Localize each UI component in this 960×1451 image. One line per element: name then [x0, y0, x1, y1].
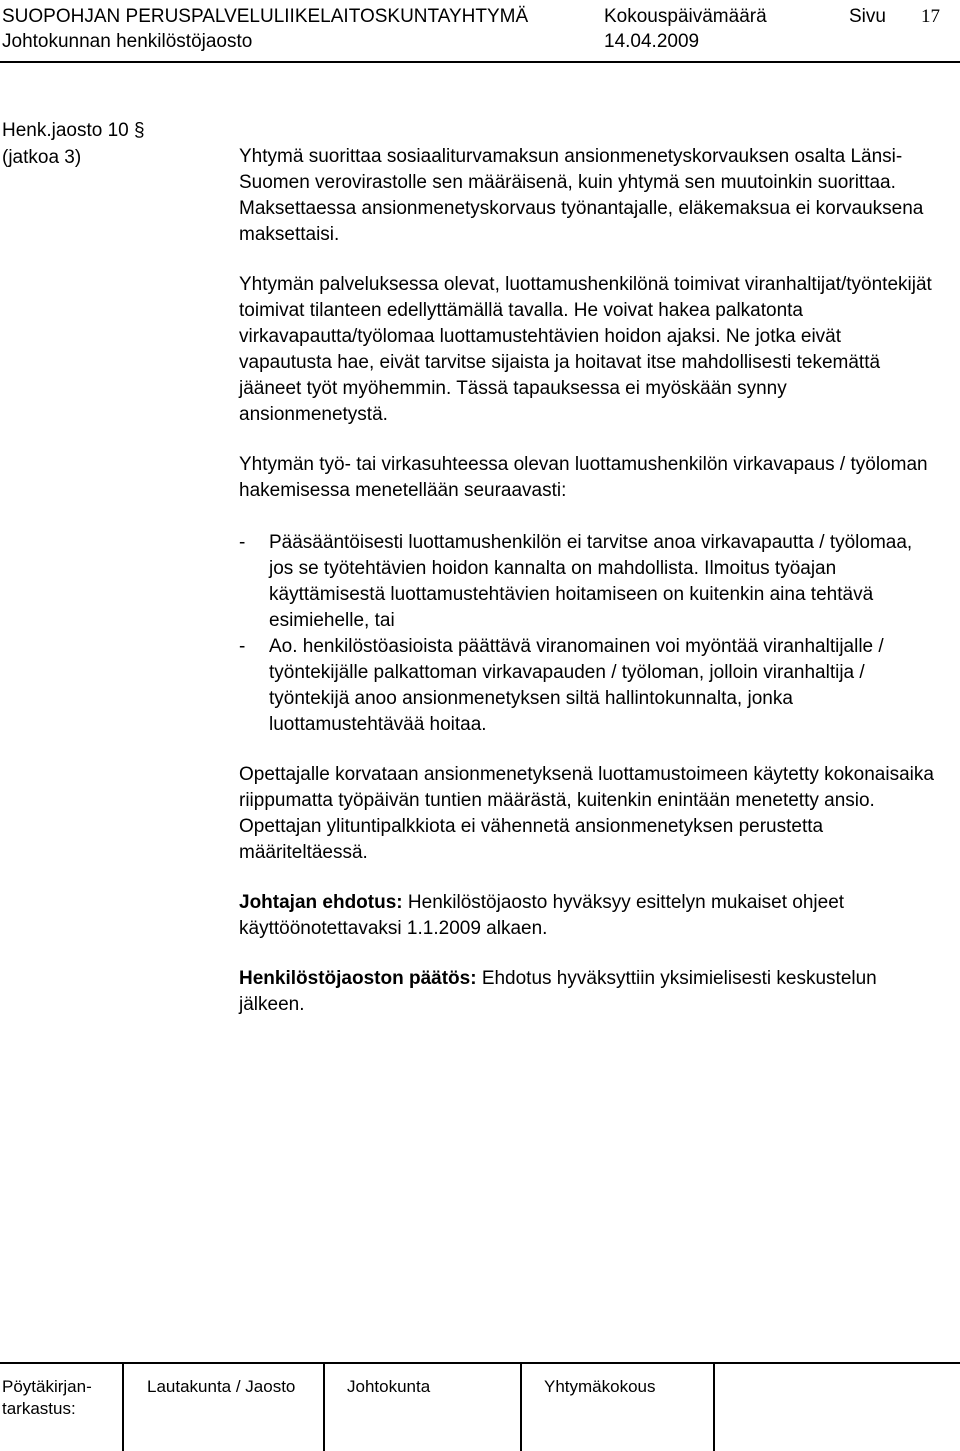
- footer-separator: [323, 1364, 325, 1451]
- section-number: Henk.jaosto 10 §: [2, 120, 145, 141]
- header-divider: [0, 61, 960, 63]
- list-item: [239, 530, 939, 634]
- document-body: [239, 144, 939, 1018]
- list-dash: -: [239, 636, 246, 657]
- decision-paragraph: [239, 966, 939, 1018]
- meeting-date: 14.04.2009: [604, 31, 700, 52]
- footer-divider: [0, 1362, 960, 1364]
- paragraph-social-security: Yhtymä suorittaa sosiaaliturvamaksun ansionmenetyskorvauksen osalta Länsi-Suomen verovirastolle sen määräisenä, kuin yhtymä sen muutoinkin suorittaa. Maksettaessa ansionmenetyskorvaus työnantajalle, eläkemaksua ei korvauksena maksettaisi.: [239, 146, 924, 245]
- footer-review-label: [2, 1376, 92, 1420]
- footer-separator: [520, 1364, 522, 1451]
- decision-label: Henkilöstöjaoston päätös:: [239, 968, 477, 989]
- footer-review-label-line2: tarkastus:: [2, 1399, 76, 1418]
- page-number: 17: [921, 6, 940, 27]
- list-item-text: Ao. henkilöstöasioista päättävä viranomainen voi myöntää viranhaltijalle / työntekijälle palkattoman virkavapauden / työloman, jolloin viranhaltija / työntekijä anoo ansionmenetyksen siltä hallintokunnalta, jonka luottamustehtävää hoitaa.: [269, 636, 884, 735]
- list-dash: -: [239, 532, 246, 553]
- footer-board: Johtokunta: [347, 1377, 431, 1396]
- paragraph-procedure-intro: Yhtymän työ- tai virkasuhteessa olevan luottamushenkilön virkavapaus / työloman hakemisessa menetellään seuraavasti:: [239, 454, 928, 501]
- footer-committee: Lautakunta / Jaosto: [147, 1377, 296, 1396]
- proposal-paragraph: [239, 890, 939, 942]
- procedure-list: [239, 530, 939, 738]
- proposal-text: Henkilöstöjaosto hyväksyy esittelyn mukaiset ohjeet käyttöönotettavaksi 1.1.2009 alkaen.: [239, 892, 845, 939]
- paragraph-employees: Yhtymän palveluksessa olevat, luottamushenkilönä toimivat viranhaltijat/työntekijät toimivat tilanteen edellyttämällä tavalla. He voivat hakea palkatonta virkavapautta/työlomaa luottamustehtävien hoidon ajaksi. Ne jotka eivät vapautusta hae, eivät tarvitse sijaista ja hoitavat itse mahdollisesti tekemättä jääneet työt myöhemmin. Tässä tapauksessa ei myöskään synny ansionmenetystä.: [239, 274, 932, 425]
- section-continuation: (jatkoa 3): [2, 147, 82, 168]
- list-item-text: Pääsääntöisesti luottamushenkilön ei tarvitse anoa virkavapautta / työlomaa, jos se työtehtävien hoidon kannalta on mahdollista. Ilmoitus työajan käyttämisestä luottamustehtävien hoitamiseen on kuitenkin aina tehtävä esimiehelle, tai: [269, 532, 913, 631]
- list-item: [239, 634, 939, 738]
- footer-review-label-line1: Pöytäkirjan-: [2, 1377, 92, 1396]
- paragraph-teachers: Opettajalle korvataan ansionmenetyksenä luottamustoimeen käytetty kokonaisaika riippumatta työpäivän tuntien määrästä, kuitenkin enintään menetetty ansio. Opettajan ylituntipalkkiota ei vähennetä ansionmenetyksen perustetta määriteltäessä.: [239, 764, 934, 863]
- footer-separator: [713, 1364, 715, 1451]
- footer-separator: [122, 1364, 124, 1451]
- decision-text: Ehdotus hyväksyttiin yksimielisesti keskustelun jälkeen.: [239, 968, 877, 1015]
- proposal-label: Johtajan ehdotus:: [239, 892, 403, 913]
- organization-name: SUOPOHJAN PERUSPALVELULIIKELAITOSKUNTAYHTYMÄ: [2, 6, 529, 27]
- footer-assembly: Yhtymäkokous: [544, 1377, 656, 1396]
- page-label: Sivu: [849, 6, 886, 27]
- date-label: Kokouspäivämäärä: [604, 6, 767, 27]
- body-name: Johtokunnan henkilöstöjaosto: [2, 31, 253, 52]
